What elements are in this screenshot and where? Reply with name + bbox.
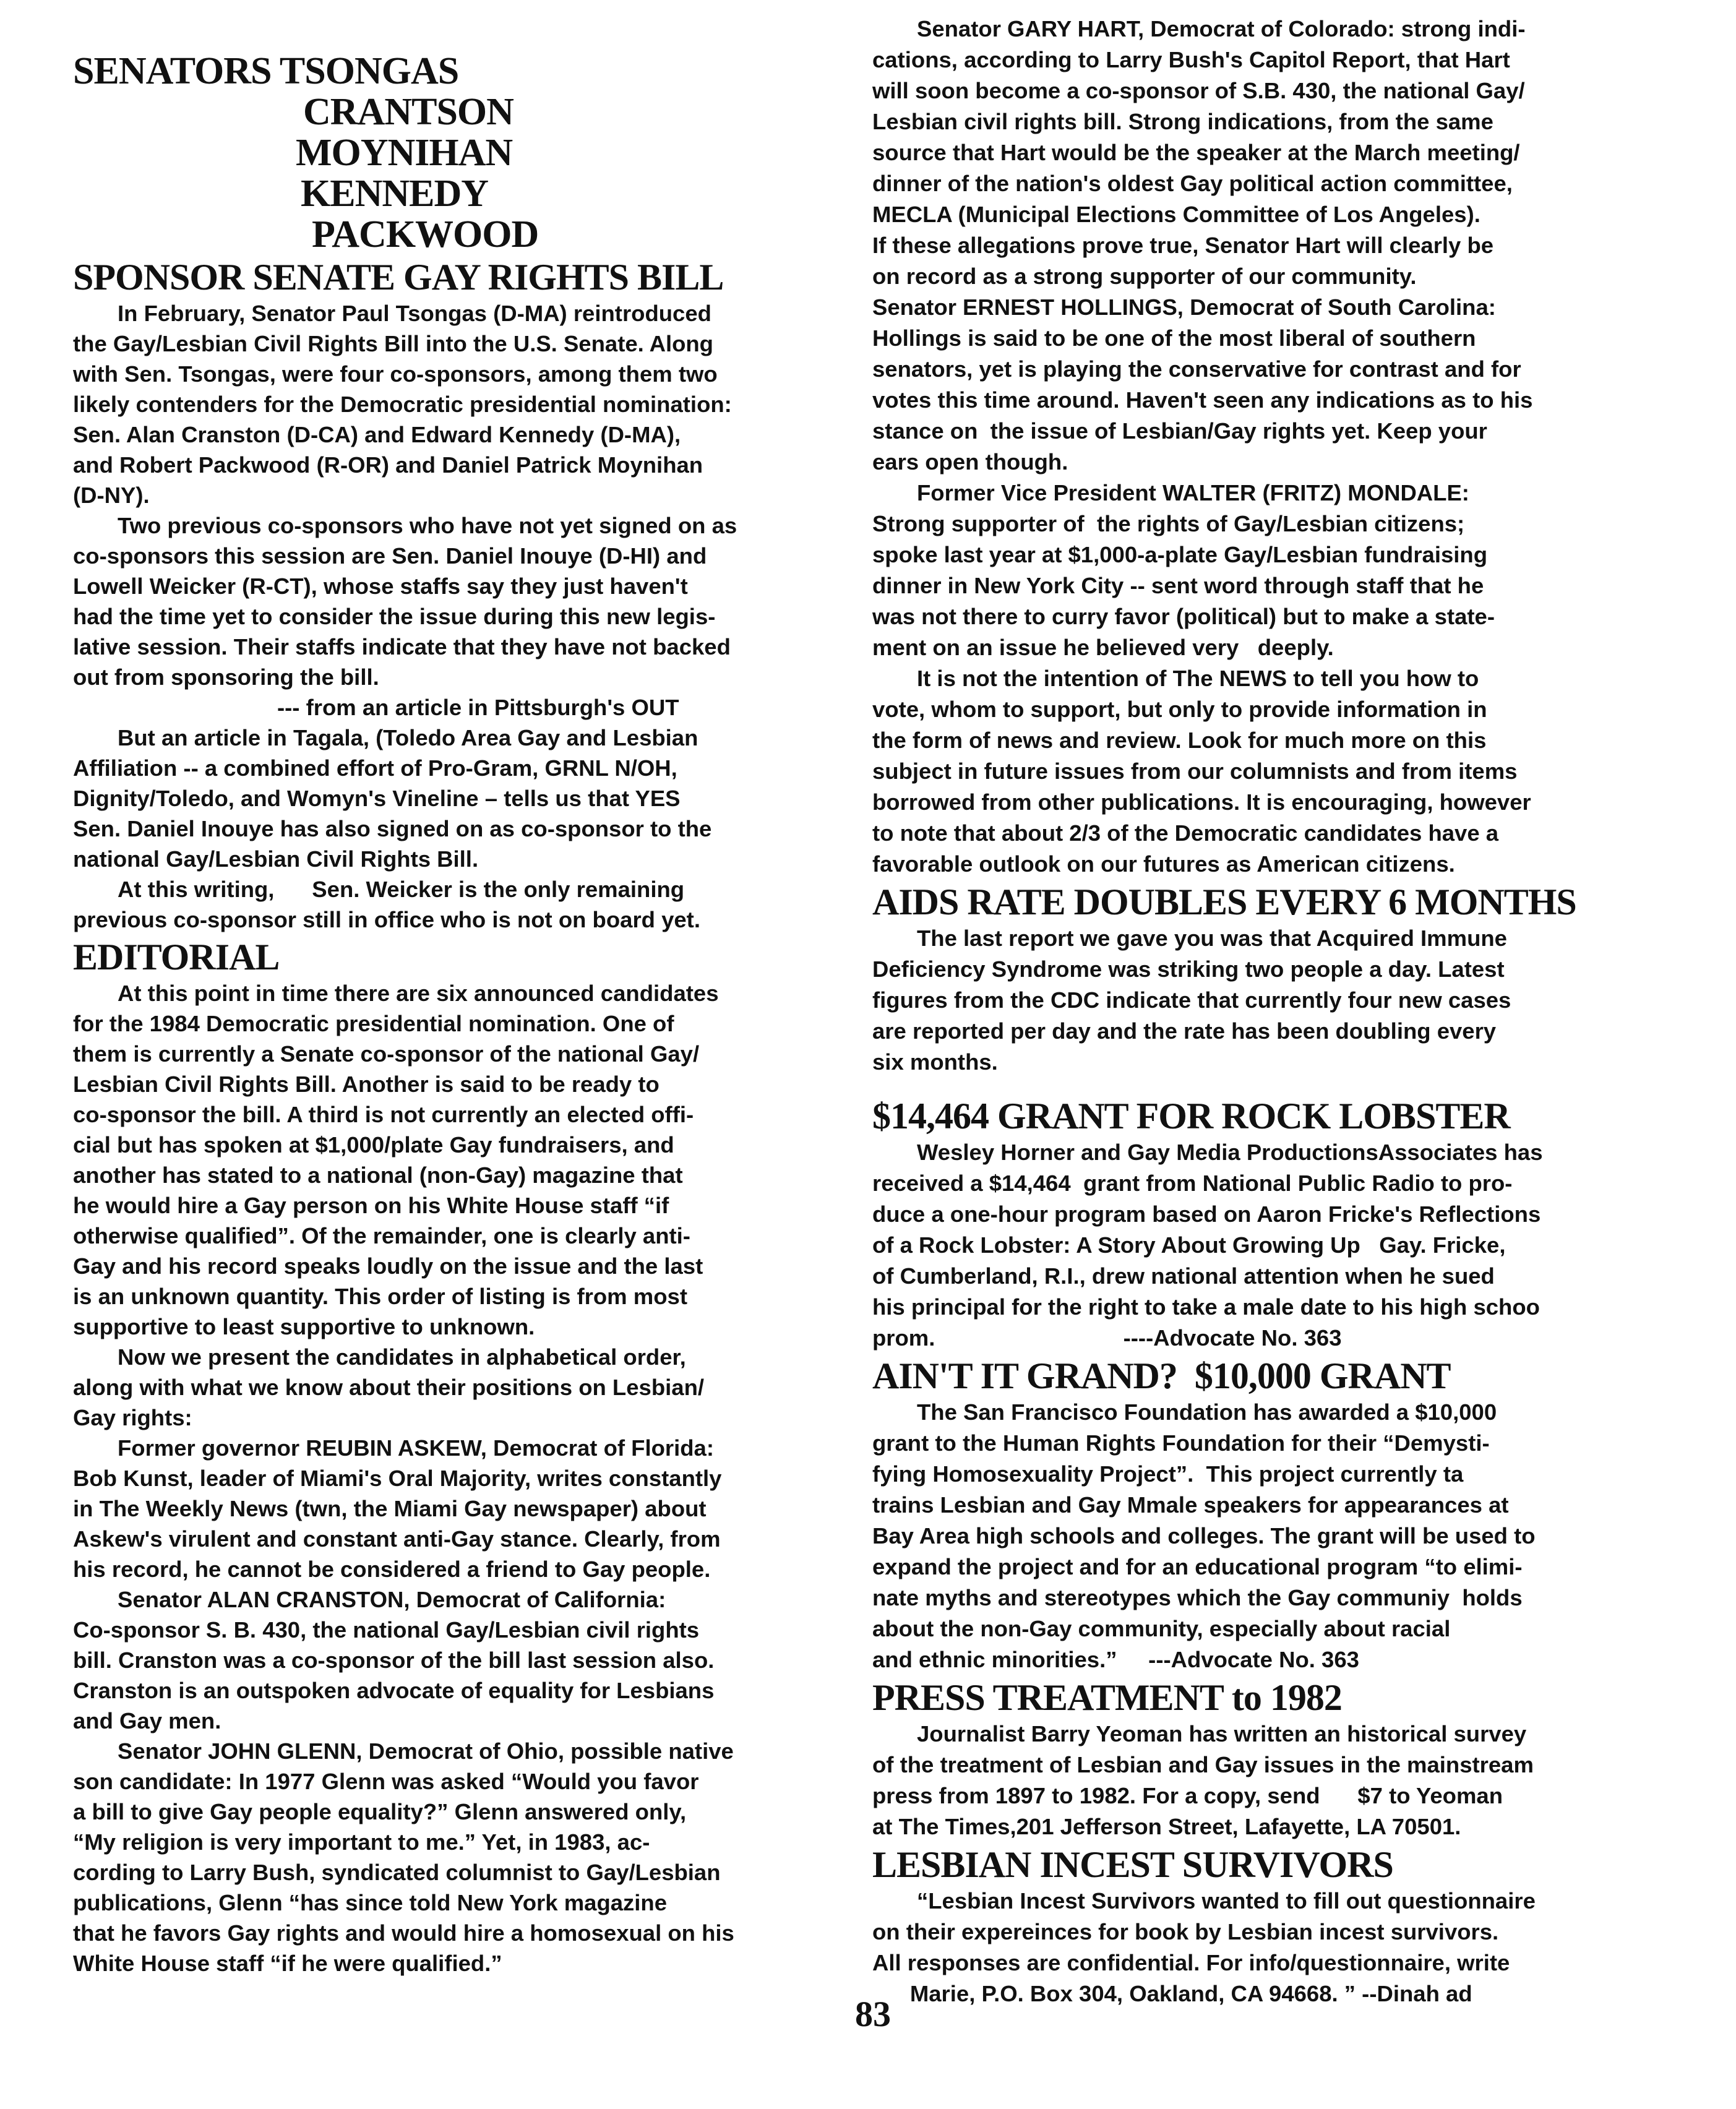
text-line: received a $14,464 grant from National Public Radio to pro- xyxy=(872,1170,1513,1196)
text-line: fying Homosexuality Project”. This project currently ta xyxy=(872,1461,1464,1487)
text-line: Lesbian Civil Rights Bill. Another is said to be ready to xyxy=(73,1072,660,1097)
text-line: Sen. Alan Cranston (D-CA) and Edward Kennedy (D-MA), xyxy=(73,422,681,447)
text-line: Co-sponsor S. B. 430, the national Gay/Lesbian civil rights xyxy=(73,1617,700,1643)
text-line: vote, whom to support, but only to provide information in xyxy=(872,697,1487,722)
text-line: Deficiency Syndrome was striking two people a day. Latest xyxy=(872,956,1505,982)
text-line: had the time yet to consider the issue during this new legis- xyxy=(73,604,716,629)
paragraph xyxy=(73,1433,840,1584)
right-column-body xyxy=(872,14,1652,2009)
text-line: source that Hart would be the speaker at the March meeting/ xyxy=(872,140,1520,165)
text-line: votes this time around. Haven't seen any indications as to his xyxy=(872,387,1533,413)
text-line: to note that about 2/3 of the Democratic candidates have a xyxy=(872,820,1499,846)
paragraph xyxy=(73,723,840,874)
right-column xyxy=(872,14,1652,2009)
text-line: The last report we gave you was that Acquired Immune xyxy=(917,926,1507,951)
text-line: Two previous co-sponsors who have not yet signed on as xyxy=(118,513,737,538)
text-line: Now we present the candidates in alphabetical order, xyxy=(118,1344,686,1370)
title-line: MOYNIHAN xyxy=(296,132,513,174)
text-line: Gay and his record speaks loudly on the issue and the last xyxy=(73,1253,703,1279)
text-line: previous co-sponsor still in office who is not on board yet. xyxy=(73,907,700,932)
section-heading: SPONSOR SENATE GAY RIGHTS BILL xyxy=(73,257,724,298)
text-line: Askew's virulent and constant anti-Gay stance. Clearly, from xyxy=(73,1526,721,1552)
text-line: cations, according to Larry Bush's Capitol Report, that Hart xyxy=(872,47,1510,72)
text-line: likely contenders for the Democratic presidential nomination: xyxy=(73,392,732,417)
text-line: will soon become a co-sponsor of S.B. 430, the national Gay/ xyxy=(872,78,1525,103)
text-line: borrowed from other publications. It is encouraging, however xyxy=(872,789,1531,815)
text-line: subject in future issues from our columnists and from items xyxy=(872,758,1518,784)
section-heading: EDITORIAL xyxy=(73,937,280,977)
text-line: dinner of the nation's oldest Gay political action committee, xyxy=(872,171,1513,196)
text-line: prom. ----Advocate No. 363 xyxy=(872,1325,1342,1351)
text-line: nate myths and stereotypes which the Gay communiy holds xyxy=(872,1585,1523,1610)
text-line: duce a one-hour program based on Aaron Fricke's Reflections xyxy=(872,1201,1541,1227)
title-line: SENATORS TSONGAS xyxy=(73,50,459,92)
text-line: figures from the CDC indicate that currently four new cases xyxy=(872,987,1511,1013)
text-line: out from sponsoring the bill. xyxy=(73,664,379,690)
paragraph xyxy=(73,510,840,692)
text-line: Bay Area high schools and colleges. The grant will be used to xyxy=(872,1523,1536,1548)
text-line: Senator ALAN CRANSTON, Democrat of California: xyxy=(118,1587,666,1612)
text-line: that he favors Gay rights and would hire a homosexual on his xyxy=(73,1920,734,1946)
text-line: Senator GARY HART, Democrat of Colorado: strong indi- xyxy=(917,16,1526,41)
text-line: with Sen. Tsongas, were four co-sponsors, among them two xyxy=(73,361,718,387)
text-line: Bob Kunst, leader of Miami's Oral Majority, writes constantly xyxy=(73,1466,722,1491)
text-line: are reported per day and the rate has been doubling every xyxy=(872,1018,1497,1044)
text-line: co-sponsor the bill. A third is not currently an elected offi- xyxy=(73,1102,694,1127)
section-heading: AIDS RATE DOUBLES EVERY 6 MONTHS xyxy=(872,882,1576,922)
spacer xyxy=(872,1078,1652,1094)
paragraph xyxy=(73,1342,840,1433)
paragraph xyxy=(73,874,840,935)
text-line: supportive to least supportive to unknown. xyxy=(73,1314,535,1339)
text-line: It is not the intention of The NEWS to tell you how to xyxy=(917,666,1479,691)
text-line: At this point in time there are six announced candidates xyxy=(118,981,719,1006)
text-line: is an unknown quantity. This order of listing is from most xyxy=(73,1284,687,1309)
source-attribution: --- from an article in Pittsburgh's OUT xyxy=(277,695,679,720)
text-line: lative session. Their staffs indicate that they have not backed xyxy=(73,634,731,659)
text-line: and Gay men. xyxy=(73,1708,221,1733)
title-line: PACKWOOD xyxy=(312,213,539,256)
section-heading: PRESS TREATMENT to 1982 xyxy=(872,1677,1342,1718)
text-line: Cranston is an outspoken advocate of equality for Lesbians xyxy=(73,1678,715,1703)
text-line: publications, Glenn “has since told New York magazine xyxy=(73,1890,668,1915)
text-line: spoke last year at $1,000-a-plate Gay/Lesbian fundraising xyxy=(872,542,1488,567)
text-line: ears open though. xyxy=(872,449,1068,475)
paragraph xyxy=(872,663,1652,880)
text-line: along with what we know about their positions on Lesbian/ xyxy=(73,1375,705,1400)
text-line: White House staff “if he were qualified.” xyxy=(73,1951,502,1976)
text-line: cording to Larry Bush, syndicated columnist to Gay/Lesbian xyxy=(73,1860,721,1885)
text-line: Wesley Horner and Gay Media ProductionsAssociates has xyxy=(917,1140,1543,1165)
text-line: and ethnic minorities.” ---Advocate No. 363 xyxy=(872,1647,1359,1672)
text-line: otherwise qualified”. Of the remainder, one is clearly anti- xyxy=(73,1223,690,1248)
text-line: the Gay/Lesbian Civil Rights Bill into the U.S. Senate. Along xyxy=(73,331,713,356)
paragraph xyxy=(872,14,1652,230)
text-line: he would hire a Gay person on his White House staff “if xyxy=(73,1193,669,1218)
text-line: another has stated to a national (non-Gay) magazine that xyxy=(73,1162,683,1188)
title-line: CRANTSON xyxy=(303,91,513,133)
paragraph xyxy=(872,1397,1652,1675)
text-line: about the non-Gay community, especially about racial xyxy=(872,1616,1451,1641)
text-line: senators, yet is playing the conservative for contrast and for xyxy=(872,356,1521,382)
text-line: at The Times,201 Jefferson Street, Lafayette, LA 70501. xyxy=(872,1814,1461,1839)
text-line: Lesbian civil rights bill. Strong indications, from the same xyxy=(872,109,1493,134)
text-line: Gay rights: xyxy=(73,1405,192,1430)
text-line: on their expereinces for book by Lesbian incest survivors. xyxy=(872,1919,1499,1944)
text-line: All responses are confidential. For info/questionnaire, write xyxy=(872,1950,1510,1975)
paragraph xyxy=(872,292,1652,478)
paragraph xyxy=(872,1719,1652,1842)
text-line: of the treatment of Lesbian and Gay issues in the mainstream xyxy=(872,1752,1534,1777)
text-line: “My religion is very important to me.” Yet, in 1983, ac- xyxy=(73,1829,650,1855)
paragraph xyxy=(73,978,840,1342)
text-line: a bill to give Gay people equality?” Glenn answered only, xyxy=(73,1799,687,1824)
text-line: Strong supporter of the rights of Gay/Lesbian citizens; xyxy=(872,511,1465,536)
text-line: of a Rock Lobster: A Story About Growing Up Gay. Fricke, xyxy=(872,1232,1506,1258)
text-line: co-sponsors this session are Sen. Daniel Inouye (D-HI) and xyxy=(73,543,707,569)
text-line: his principal for the right to take a male date to his high schoo xyxy=(872,1294,1540,1320)
text-line: for the 1984 Democratic presidential nomination. One of xyxy=(73,1011,674,1036)
text-line: bill. Cranston was a co-sponsor of the bill last session also. xyxy=(73,1647,715,1673)
text-line: The San Francisco Foundation has awarded a $10,000 xyxy=(917,1399,1497,1425)
text-line: ment on an issue he believed very deeply. xyxy=(872,635,1334,660)
text-line: cial but has spoken at $1,000/plate Gay fundraisers, and xyxy=(73,1132,674,1158)
text-line: Former governor REUBIN ASKEW, Democrat of Florida: xyxy=(118,1435,714,1461)
text-line: Senator ERNEST HOLLINGS, Democrat of South Carolina: xyxy=(872,294,1496,320)
text-line: If these allegations prove true, Senator Hart will clearly be xyxy=(872,233,1494,258)
text-line: and Robert Packwood (R-OR) and Daniel Patrick Moynihan xyxy=(73,452,703,478)
text-line: Journalist Barry Yeoman has written an historical survey xyxy=(917,1721,1527,1746)
paragraph xyxy=(872,478,1652,663)
text-line: Senator JOHN GLENN, Democrat of Ohio, possible native xyxy=(118,1738,734,1764)
text-line: grant to the Human Rights Foundation for their “Demysti- xyxy=(872,1430,1490,1456)
text-line: (D-NY). xyxy=(73,483,150,508)
text-line: But an article in Tagala, (Toledo Area Gay and Lesbian xyxy=(118,725,698,750)
text-line: the form of news and review. Look for much more on this xyxy=(872,728,1487,753)
paragraph xyxy=(73,298,840,510)
text-line: At this writing, Sen. Weicker is the only remaining xyxy=(118,877,685,902)
text-line: them is currently a Senate co-sponsor of the national Gay/ xyxy=(73,1041,700,1067)
text-line: “Lesbian Incest Survivors wanted to fill out questionnaire xyxy=(917,1888,1536,1914)
page-number: 83 xyxy=(855,1994,891,2034)
text-line: stance on the issue of Lesbian/Gay rights yet. Keep your xyxy=(872,418,1487,444)
section-heading: $14,464 GRANT FOR ROCK LOBSTER xyxy=(872,1096,1510,1136)
left-column xyxy=(73,51,840,1978)
text-line: in The Weekly News (twn, the Miami Gay newspaper) about xyxy=(73,1496,707,1521)
paragraph xyxy=(872,1137,1652,1354)
text-line: Hollings is said to be one of the most liberal of southern xyxy=(872,325,1476,351)
paragraph xyxy=(872,230,1652,292)
left-column-body xyxy=(73,257,840,1978)
paragraph xyxy=(73,1736,840,1978)
paragraph xyxy=(73,1584,840,1736)
text-line: press from 1897 to 1982. For a copy, send $7 to Yeoman xyxy=(872,1783,1503,1808)
text-line: dinner in New York City -- sent word through staff that he xyxy=(872,573,1484,598)
paragraph xyxy=(872,923,1652,1078)
text-line: son candidate: In 1977 Glenn was asked “Would you favor xyxy=(73,1769,699,1794)
text-line: Affiliation -- a combined effort of Pro-Gram, GRNL N/OH, xyxy=(73,755,677,781)
title-line: KENNEDY xyxy=(301,173,489,215)
text-line: trains Lesbian and Gay Mmale speakers for appearances at xyxy=(872,1492,1509,1518)
text-line: on record as a strong supporter of our community. xyxy=(872,264,1417,289)
text-line: was not there to curry favor (political) but to make a state- xyxy=(872,604,1495,629)
text-line: national Gay/Lesbian Civil Rights Bill. xyxy=(73,846,479,872)
text-line: Dignity/Toledo, and Womyn's Vineline – tells us that YES xyxy=(73,786,681,811)
text-line: six months. xyxy=(872,1049,998,1075)
paragraph xyxy=(872,1886,1652,2009)
headline-title xyxy=(73,51,840,255)
text-line: Marie, P.O. Box 304, Oakland, CA 94668. ” --Dinah ad xyxy=(872,1981,1472,2006)
text-line: his record, he cannot be considered a friend to Gay people. xyxy=(73,1557,711,1582)
text-line: expand the project and for an educational program “to elimi- xyxy=(872,1554,1523,1579)
text-line: MECLA (Municipal Elections Committee of Los Angeles). xyxy=(872,202,1480,227)
text-line: Lowell Weicker (R-CT), whose staffs say they just haven't xyxy=(73,573,688,599)
section-heading: AIN'T IT GRAND? $10,000 GRANT xyxy=(872,1355,1451,1396)
text-line: of Cumberland, R.I., drew national attention when he sued xyxy=(872,1263,1495,1289)
text-line: favorable outlook on our futures as American citizens. xyxy=(872,851,1455,877)
text-line: Sen. Daniel Inouye has also signed on as co-sponsor to the xyxy=(73,816,712,841)
text-line: Former Vice President WALTER (FRITZ) MONDALE: xyxy=(917,480,1469,505)
section-heading: LESBIAN INCEST SURVIVORS xyxy=(872,1844,1393,1885)
text-line: In February, Senator Paul Tsongas (D-MA) reintroduced xyxy=(118,301,711,326)
